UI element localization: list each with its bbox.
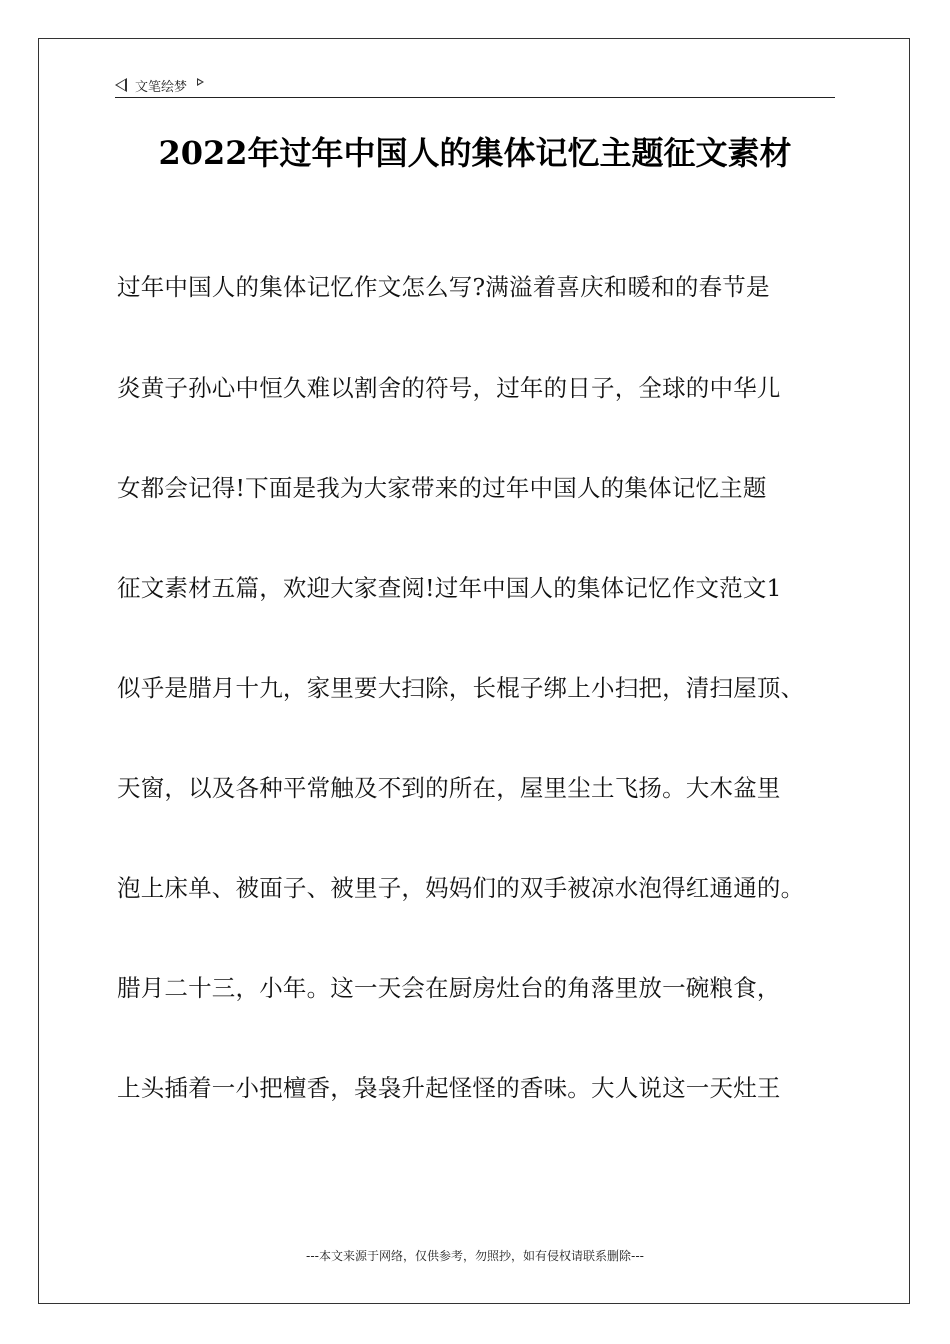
body-line: 腊月二十三，小年。这一天会在厨房灶台的角落里放一碗粮食， <box>117 974 781 1002</box>
body-line: 过年中国人的集体记忆作文怎么写?满溢着喜庆和暖和的春节是 <box>117 273 770 301</box>
body-line: 征文素材五篇，欢迎大家查阅!过年中国人的集体记忆作文范文1 <box>117 574 782 602</box>
footer-disclaimer: ---本文来源于网络，仅供参考，勿照抄，如有侵权请联系删除--- <box>306 1249 644 1263</box>
body-line: 泡上床单、被面子、被里子，妈妈们的双手被凉水泡得红通通的。 <box>117 874 805 902</box>
header-divider <box>115 97 835 98</box>
right-triangle-icon <box>197 78 204 86</box>
body-line: 似乎是腊月十九，家里要大扫除，长棍子绑上小扫把，清扫屋顶、 <box>117 674 805 702</box>
page-header <box>115 74 204 96</box>
body-line: 天窗，以及各种平常触及不到的所在，屋里尘土飞扬。大木盆里 <box>117 774 781 802</box>
document-title: 2022年过年中国人的集体记忆主题征文素材 <box>158 134 792 172</box>
left-triangle-icon <box>115 78 127 92</box>
header-brand: 文笔绘梦 <box>135 79 188 95</box>
body-line: 上头插着一小把檀香，袅袅升起怪怪的香味。大人说这一天灶王 <box>117 1074 781 1102</box>
body-line: 炎黄子孙心中恒久难以割舍的符号，过年的日子，全球的中华儿 <box>117 374 781 402</box>
body-line: 女都会记得!下面是我为大家带来的过年中国人的集体记忆主题 <box>117 474 767 502</box>
